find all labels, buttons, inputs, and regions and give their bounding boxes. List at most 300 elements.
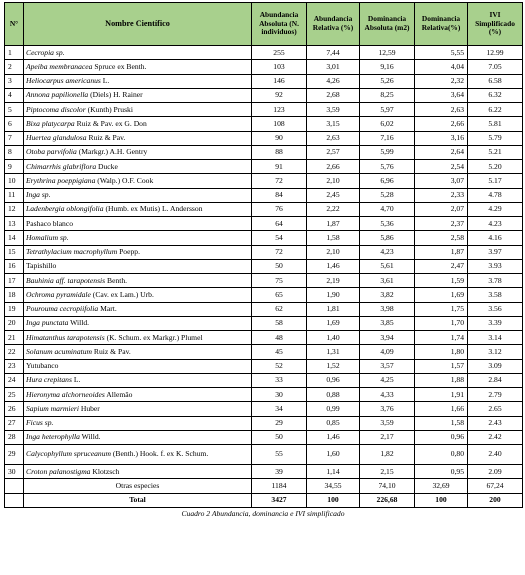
- abundance-relative: 0,85: [307, 416, 360, 430]
- ivi-value: 5.79: [468, 131, 523, 145]
- row-number: 12: [5, 202, 24, 216]
- abundance-relative: 2,68: [307, 88, 360, 102]
- abundance-absolute: 92: [252, 88, 307, 102]
- row-number: 24: [5, 373, 24, 387]
- species-authority: Ruiz & Pav.: [86, 133, 126, 143]
- species-name: Calycophyllum spruceanum: [26, 449, 111, 459]
- dominance-relative: 2,63: [415, 103, 468, 117]
- dominance-relative: 5,55: [415, 46, 468, 60]
- abundance-absolute: 34: [252, 402, 307, 416]
- abundance-absolute: 146: [252, 74, 307, 88]
- abundance-absolute: 64: [252, 217, 307, 231]
- row-number: 3: [5, 74, 24, 88]
- row-number: 22: [5, 345, 24, 359]
- abundance-relative: 0,88: [307, 388, 360, 402]
- others-dom-abs: 74,10: [360, 479, 415, 493]
- dominance-absolute: 5,97: [360, 103, 415, 117]
- table-row: [5, 416, 523, 430]
- abundance-absolute: 45: [252, 345, 307, 359]
- ivi-value: 4.23: [468, 217, 523, 231]
- abundance-relative: 2,63: [307, 131, 360, 145]
- table-row: [5, 174, 523, 188]
- table-row: [5, 74, 523, 88]
- table-row: [5, 302, 523, 316]
- abundance-absolute: 103: [252, 60, 307, 74]
- table-row: [5, 259, 523, 273]
- abundance-relative: 1,40: [307, 331, 360, 345]
- species-authority: Ducke: [96, 161, 118, 171]
- scientific-name-cell: [24, 445, 252, 465]
- row-number: 7: [5, 131, 24, 145]
- row-number: 9: [5, 160, 24, 174]
- ivi-value: 2.65: [468, 402, 523, 416]
- abundance-absolute: 50: [252, 259, 307, 273]
- dominance-absolute: 5,76: [360, 160, 415, 174]
- dominance-absolute: 5,61: [360, 259, 415, 273]
- table-row: [5, 88, 523, 102]
- abundance-relative: 3,01: [307, 60, 360, 74]
- species-authority: Willd.: [79, 432, 101, 442]
- abundance-absolute: 72: [252, 245, 307, 259]
- header-dominance-relative: Dominancia Relativa(%): [415, 3, 468, 46]
- dominance-absolute: 8,25: [360, 88, 415, 102]
- dominance-relative: 1,57: [415, 359, 468, 373]
- scientific-name-cell: [24, 388, 252, 402]
- abundance-absolute: 50: [252, 430, 307, 444]
- ivi-value: 3.93: [468, 259, 523, 273]
- dominance-relative: 1,87: [415, 245, 468, 259]
- species-name: Inga punctata: [26, 318, 69, 328]
- table-row: [5, 288, 523, 302]
- dominance-relative: 2,07: [415, 202, 468, 216]
- scientific-name-cell: [24, 60, 252, 74]
- scientific-name-cell: [24, 302, 252, 316]
- abundance-relative: 1,60: [307, 445, 360, 465]
- dominance-relative: 1,59: [415, 274, 468, 288]
- abundance-absolute: 54: [252, 231, 307, 245]
- species-authority: Spruce ex Benth.: [92, 61, 147, 71]
- species-authority: (Benth.) Hook. f. ex K. Schum.: [111, 449, 209, 459]
- species-name: Huertea glandulosa: [26, 133, 87, 143]
- abundance-absolute: 90: [252, 131, 307, 145]
- abundance-relative: 2,66: [307, 160, 360, 174]
- dominance-relative: 3,07: [415, 174, 468, 188]
- dominance-relative: 1,75: [415, 302, 468, 316]
- abundance-relative: 3,59: [307, 103, 360, 117]
- row-number: 30: [5, 465, 24, 479]
- abundance-relative: 1,90: [307, 288, 360, 302]
- scientific-name-cell: [24, 202, 252, 216]
- dominance-absolute: 5,86: [360, 231, 415, 245]
- species-authority: Benth.: [105, 275, 128, 285]
- species-authority: Tapishillo: [26, 261, 57, 271]
- ivi-value: 3.14: [468, 331, 523, 345]
- ivi-value: 12.99: [468, 46, 523, 60]
- others-abund-rel: 34,55: [307, 479, 360, 493]
- total-dom-abs: 226,68: [360, 493, 415, 507]
- species-name: Cecropia sp.: [26, 47, 65, 57]
- row-number: 16: [5, 259, 24, 273]
- scientific-name-cell: [24, 345, 252, 359]
- row-number: 5: [5, 103, 24, 117]
- species-authority: Yutubanco: [26, 361, 59, 371]
- row-number: 11: [5, 188, 24, 202]
- dominance-relative: 1,58: [415, 416, 468, 430]
- table-row: [5, 373, 523, 387]
- species-name: Chimarrhis glabriflora: [26, 161, 97, 171]
- table-body: [5, 46, 523, 508]
- table-row: [5, 345, 523, 359]
- row-number: 4: [5, 88, 24, 102]
- abundance-relative: 0,96: [307, 373, 360, 387]
- abundance-table: [4, 2, 523, 508]
- scientific-name-cell: [24, 416, 252, 430]
- dominance-relative: 3,64: [415, 88, 468, 102]
- row-number: 6: [5, 117, 24, 131]
- scientific-name-cell: [24, 359, 252, 373]
- row-number: 10: [5, 174, 24, 188]
- scientific-name-cell: [24, 331, 252, 345]
- abundance-relative: 2,22: [307, 202, 360, 216]
- abundance-relative: 7,44: [307, 46, 360, 60]
- dominance-relative: 1,70: [415, 316, 468, 330]
- species-name: Himatanthus tarapotensis: [26, 332, 105, 342]
- species-name: Ochroma pyramidale: [26, 289, 91, 299]
- abundance-relative: 1,52: [307, 359, 360, 373]
- abundance-absolute: 30: [252, 388, 307, 402]
- species-name: Inga heterophylla: [26, 432, 80, 442]
- dominance-absolute: 6,02: [360, 117, 415, 131]
- abundance-absolute: 72: [252, 174, 307, 188]
- row-number: 14: [5, 231, 24, 245]
- row-number: 21: [5, 331, 24, 345]
- dominance-relative: 3,16: [415, 131, 468, 145]
- others-abund-abs: 1184: [252, 479, 307, 493]
- table-row: [5, 231, 523, 245]
- ivi-value: 3.97: [468, 245, 523, 259]
- dominance-absolute: 6,96: [360, 174, 415, 188]
- scientific-name-cell: [24, 160, 252, 174]
- scientific-name-cell: [24, 46, 252, 60]
- scientific-name-cell: [24, 103, 252, 117]
- abundance-absolute: 88: [252, 145, 307, 159]
- table-row: [5, 202, 523, 216]
- species-name: Tetrathylacium macrophyllum: [26, 247, 118, 257]
- dominance-absolute: 9,16: [360, 60, 415, 74]
- abundance-relative: 1,46: [307, 259, 360, 273]
- row-number: 29: [5, 445, 24, 465]
- scientific-name-cell: [24, 188, 252, 202]
- dominance-relative: 2,32: [415, 74, 468, 88]
- table-row: [5, 103, 523, 117]
- dominance-absolute: 3,59: [360, 416, 415, 430]
- ivi-value: 4.16: [468, 231, 523, 245]
- row-number: 17: [5, 274, 24, 288]
- dominance-absolute: 4,23: [360, 245, 415, 259]
- dominance-absolute: 3,61: [360, 274, 415, 288]
- table-row: [5, 60, 523, 74]
- dominance-relative: 2,66: [415, 117, 468, 131]
- abundance-absolute: 33: [252, 373, 307, 387]
- table-row: [5, 388, 523, 402]
- table-container: [4, 2, 522, 518]
- abundance-absolute: 55: [252, 445, 307, 465]
- species-authority: L.: [71, 375, 81, 385]
- ivi-value: 5.20: [468, 160, 523, 174]
- row-number: 27: [5, 416, 24, 430]
- dominance-relative: 1,91: [415, 388, 468, 402]
- dominance-absolute: 3,57: [360, 359, 415, 373]
- species-authority: Ruiz & Pav. ex G. Don: [74, 118, 147, 128]
- ivi-value: 7.05: [468, 60, 523, 74]
- species-name: Inga sp.: [26, 190, 51, 200]
- dominance-absolute: 3,85: [360, 316, 415, 330]
- ivi-value: 2.42: [468, 430, 523, 444]
- row-number: 2: [5, 60, 24, 74]
- abundance-relative: 2,57: [307, 145, 360, 159]
- table-row: [5, 160, 523, 174]
- abundance-absolute: 84: [252, 188, 307, 202]
- ivi-value: 3.78: [468, 274, 523, 288]
- table-row: [5, 217, 523, 231]
- species-name: Piptocoma discolor: [26, 104, 86, 114]
- abundance-relative: 1,87: [307, 217, 360, 231]
- species-name: Bixa platycarpa: [26, 118, 75, 128]
- scientific-name-cell: [24, 274, 252, 288]
- others-dom-rel: 32,69: [415, 479, 468, 493]
- total-abund-rel: 100: [307, 493, 360, 507]
- scientific-name-cell: [24, 373, 252, 387]
- header-abundance-absolute: Abundancia Absoluta (N. individuos): [252, 3, 307, 46]
- dominance-absolute: 5,26: [360, 74, 415, 88]
- ivi-value: 3.39: [468, 316, 523, 330]
- dominance-relative: 1,74: [415, 331, 468, 345]
- total-label: Total: [24, 493, 252, 507]
- ivi-value: 5.21: [468, 145, 523, 159]
- species-name: Ficus sp.: [26, 418, 54, 428]
- ivi-value: 2.84: [468, 373, 523, 387]
- abundance-relative: 2,10: [307, 174, 360, 188]
- dominance-absolute: 4,70: [360, 202, 415, 216]
- abundance-absolute: 29: [252, 416, 307, 430]
- row-number: 20: [5, 316, 24, 330]
- abundance-relative: 2,10: [307, 245, 360, 259]
- total-no-cell: [5, 493, 24, 507]
- dominance-relative: 0,95: [415, 465, 468, 479]
- species-authority: (Markgr.) A.H. Gentry: [76, 147, 148, 157]
- species-name: Bauhinia aff. tarapotensis: [26, 275, 106, 285]
- abundance-absolute: 255: [252, 46, 307, 60]
- table-caption: Cuadro 2 Abundancia, dominancia e IVI simplificado: [181, 508, 345, 518]
- dominance-absolute: 4,09: [360, 345, 415, 359]
- species-authority: (Walp.) O.F. Cook: [95, 175, 154, 185]
- species-name: Pourouma cecropiifolia: [26, 304, 99, 314]
- species-authority: Pashaco blanco: [26, 218, 74, 228]
- abundance-absolute: 39: [252, 465, 307, 479]
- others-ivi: 67,24: [468, 479, 523, 493]
- species-name: Heliocarpus americanus: [26, 76, 101, 86]
- dominance-relative: 4,04: [415, 60, 468, 74]
- ivi-value: 4.78: [468, 188, 523, 202]
- row-number: 19: [5, 302, 24, 316]
- abundance-relative: 4,26: [307, 74, 360, 88]
- abundance-relative: 3,15: [307, 117, 360, 131]
- abundance-absolute: 76: [252, 202, 307, 216]
- ivi-value: 6.32: [468, 88, 523, 102]
- scientific-name-cell: [24, 288, 252, 302]
- species-authority: Willd.: [68, 318, 90, 328]
- dominance-absolute: 5,99: [360, 145, 415, 159]
- abundance-relative: 0,99: [307, 402, 360, 416]
- header-name: Nombre Científico: [24, 3, 252, 46]
- table-row: [5, 331, 523, 345]
- scientific-name-cell: [24, 465, 252, 479]
- row-number: 28: [5, 430, 24, 444]
- table-row: [5, 274, 523, 288]
- species-authority: Mart.: [98, 304, 117, 314]
- abundance-relative: 1,46: [307, 430, 360, 444]
- scientific-name-cell: [24, 430, 252, 444]
- scientific-name-cell: [24, 174, 252, 188]
- ivi-value: 5.17: [468, 174, 523, 188]
- others-label: Otras especies: [24, 479, 252, 493]
- dominance-relative: 2,64: [415, 145, 468, 159]
- dominance-absolute: 4,25: [360, 373, 415, 387]
- dominance-relative: 1,80: [415, 345, 468, 359]
- dominance-absolute: 3,94: [360, 331, 415, 345]
- header-abundance-relative: Abundancia Relativa (%): [307, 3, 360, 46]
- total-ivi: 200: [468, 493, 523, 507]
- abundance-absolute: 108: [252, 117, 307, 131]
- total-abund-abs: 3427: [252, 493, 307, 507]
- others-row: [5, 479, 523, 493]
- ivi-value: 5.81: [468, 117, 523, 131]
- species-name: Apeiba membranacea: [26, 61, 93, 71]
- total-dom-rel: 100: [415, 493, 468, 507]
- row-number: 26: [5, 402, 24, 416]
- table-row: [5, 316, 523, 330]
- species-name: Croton palanostigma: [26, 466, 91, 476]
- dominance-relative: 2,54: [415, 160, 468, 174]
- dominance-relative: 0,80: [415, 445, 468, 465]
- abundance-absolute: 123: [252, 103, 307, 117]
- scientific-name-cell: [24, 402, 252, 416]
- scientific-name-cell: [24, 131, 252, 145]
- species-name: Sapium marmieri: [26, 403, 79, 413]
- row-number: 1: [5, 46, 24, 60]
- species-authority: L.: [100, 76, 110, 86]
- scientific-name-cell: [24, 231, 252, 245]
- dominance-absolute: 5,28: [360, 188, 415, 202]
- dominance-absolute: 12,59: [360, 46, 415, 60]
- abundance-absolute: 65: [252, 288, 307, 302]
- header-dominance-absolute: Dominancia Absoluta (m2): [360, 3, 415, 46]
- dominance-relative: 0,96: [415, 430, 468, 444]
- row-number: 13: [5, 217, 24, 231]
- dominance-absolute: 5,36: [360, 217, 415, 231]
- dominance-absolute: 4,33: [360, 388, 415, 402]
- abundance-absolute: 62: [252, 302, 307, 316]
- table-row: [5, 430, 523, 444]
- dominance-relative: 2,47: [415, 259, 468, 273]
- table-row: [5, 117, 523, 131]
- species-authority: (Kunth) Pruski: [85, 104, 133, 114]
- species-authority: Allemão: [104, 389, 133, 399]
- dominance-relative: 1,66: [415, 402, 468, 416]
- species-name: Erythrina poeppigiana: [26, 175, 96, 185]
- abundance-absolute: 52: [252, 359, 307, 373]
- ivi-value: 3.56: [468, 302, 523, 316]
- ivi-value: 3.09: [468, 359, 523, 373]
- row-number: 23: [5, 359, 24, 373]
- dominance-relative: 2,33: [415, 188, 468, 202]
- row-number: 18: [5, 288, 24, 302]
- ivi-value: 6.58: [468, 74, 523, 88]
- ivi-value: 4.29: [468, 202, 523, 216]
- table-row: [5, 245, 523, 259]
- species-name: Hieronyma alchorneoides: [26, 389, 105, 399]
- row-number: 15: [5, 245, 24, 259]
- species-authority: Huber: [78, 403, 100, 413]
- table-row: [5, 359, 523, 373]
- dominance-absolute: 3,76: [360, 402, 415, 416]
- dominance-relative: 2,37: [415, 217, 468, 231]
- ivi-value: 2.09: [468, 465, 523, 479]
- species-authority: (Diels) H. Rainer: [88, 90, 143, 100]
- others-no-cell: [5, 479, 24, 493]
- abundance-relative: 1,31: [307, 345, 360, 359]
- species-name: Homalium sp.: [26, 232, 69, 242]
- table-row: [5, 131, 523, 145]
- table-row: [5, 46, 523, 60]
- row-number: 8: [5, 145, 24, 159]
- dominance-relative: 1,88: [415, 373, 468, 387]
- abundance-relative: 1,69: [307, 316, 360, 330]
- abundance-absolute: 91: [252, 160, 307, 174]
- species-authority: (Humb. ex Mutis) L. Andersson: [103, 204, 203, 214]
- scientific-name-cell: [24, 316, 252, 330]
- abundance-relative: 1,58: [307, 231, 360, 245]
- abundance-absolute: 75: [252, 274, 307, 288]
- row-number: 25: [5, 388, 24, 402]
- table-row: [5, 402, 523, 416]
- table-row: [5, 188, 523, 202]
- dominance-absolute: 7,16: [360, 131, 415, 145]
- dominance-relative: 1,69: [415, 288, 468, 302]
- species-authority: (Cav. ex Lam.) Urb.: [90, 289, 154, 299]
- abundance-absolute: 48: [252, 331, 307, 345]
- dominance-absolute: 2,15: [360, 465, 415, 479]
- species-authority: (K. Schum. ex Markgr.) Plumel: [104, 332, 203, 342]
- species-name: Annona papilionella: [26, 90, 89, 100]
- species-authority: Klotzsch: [90, 466, 120, 476]
- table-row: [5, 145, 523, 159]
- abundance-relative: 1,14: [307, 465, 360, 479]
- table-row: [5, 465, 523, 479]
- species-name: Hura crepitans: [26, 375, 72, 385]
- dominance-absolute: 1,82: [360, 445, 415, 465]
- total-row: [5, 493, 523, 507]
- scientific-name-cell: [24, 245, 252, 259]
- species-name: Solanum acuminatum: [26, 346, 93, 356]
- abundance-absolute: 58: [252, 316, 307, 330]
- header-no: N°: [5, 3, 24, 46]
- scientific-name-cell: [24, 259, 252, 273]
- abundance-relative: 2,19: [307, 274, 360, 288]
- header-row: [5, 3, 523, 46]
- dominance-absolute: 3,98: [360, 302, 415, 316]
- header-ivi: IVI Simplificado (%): [468, 3, 523, 46]
